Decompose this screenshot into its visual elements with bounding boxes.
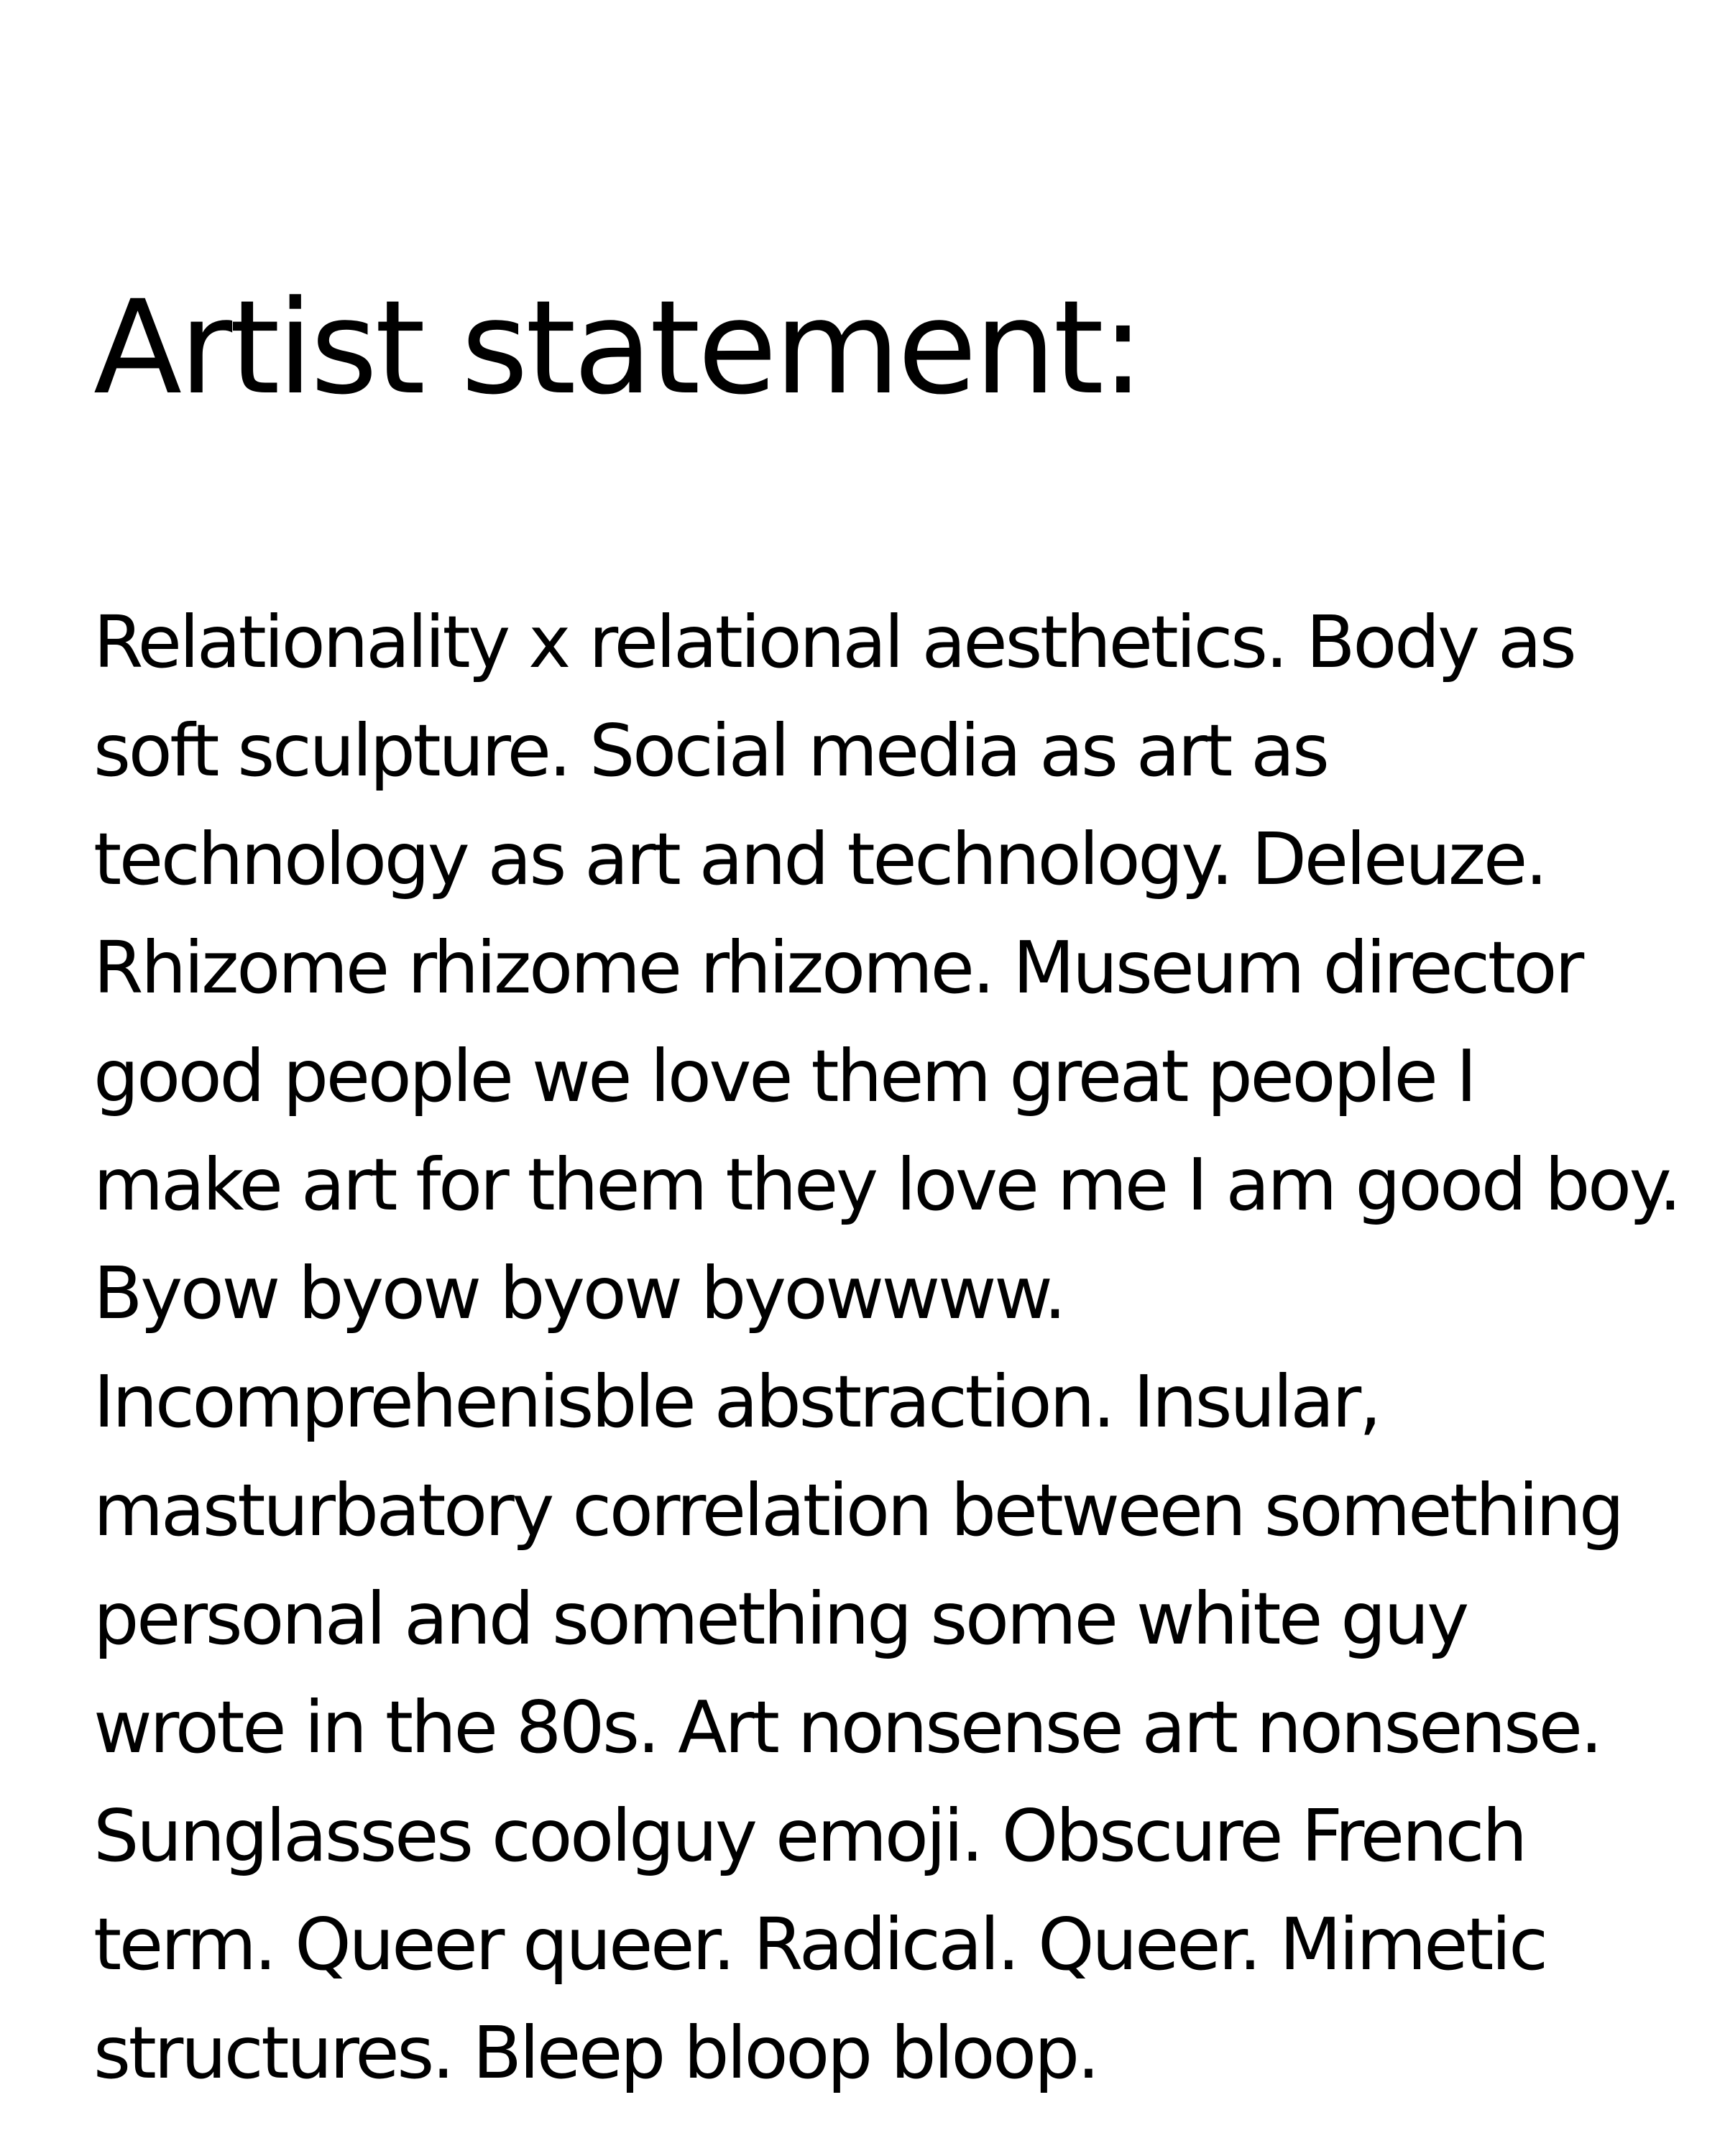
statement-line: term. Queer queer. Radical. Queer. Mimetic [93, 1902, 1546, 1986]
statement-line: Rhizome rhizome rhizome. Museum director [93, 926, 1582, 1010]
statement-line: technology as art and technology. Deleuze. [93, 817, 1546, 901]
statement-line: good people we love them great people I [93, 1034, 1475, 1118]
statement-line: Incomprehenisble abstraction. Insular, [93, 1360, 1379, 1444]
statement-line: structures. Bleep bloop bloop. [93, 2011, 1098, 2095]
page-title: Artist statement: [93, 273, 1142, 423]
statement-line: soft sculpture. Social media as art as [93, 709, 1328, 793]
statement-line: masturbatory correlation between something [93, 1468, 1622, 1552]
statement-line: Relationality x relational aesthetics. Body as [93, 600, 1575, 684]
statement-body [93, 588, 1703, 2107]
statement-line: make art for them they love me I am good boy. [93, 1143, 1680, 1227]
statement-line: Sunglasses coolguy emoji. Obscure French [93, 1794, 1525, 1878]
statement-line: personal and something some white guy [93, 1577, 1467, 1661]
statement-line: wrote in the 80s. Art nonsense art nonsense. [93, 1685, 1601, 1769]
statement-line: Byow byow byow byowwww. [93, 1251, 1064, 1335]
